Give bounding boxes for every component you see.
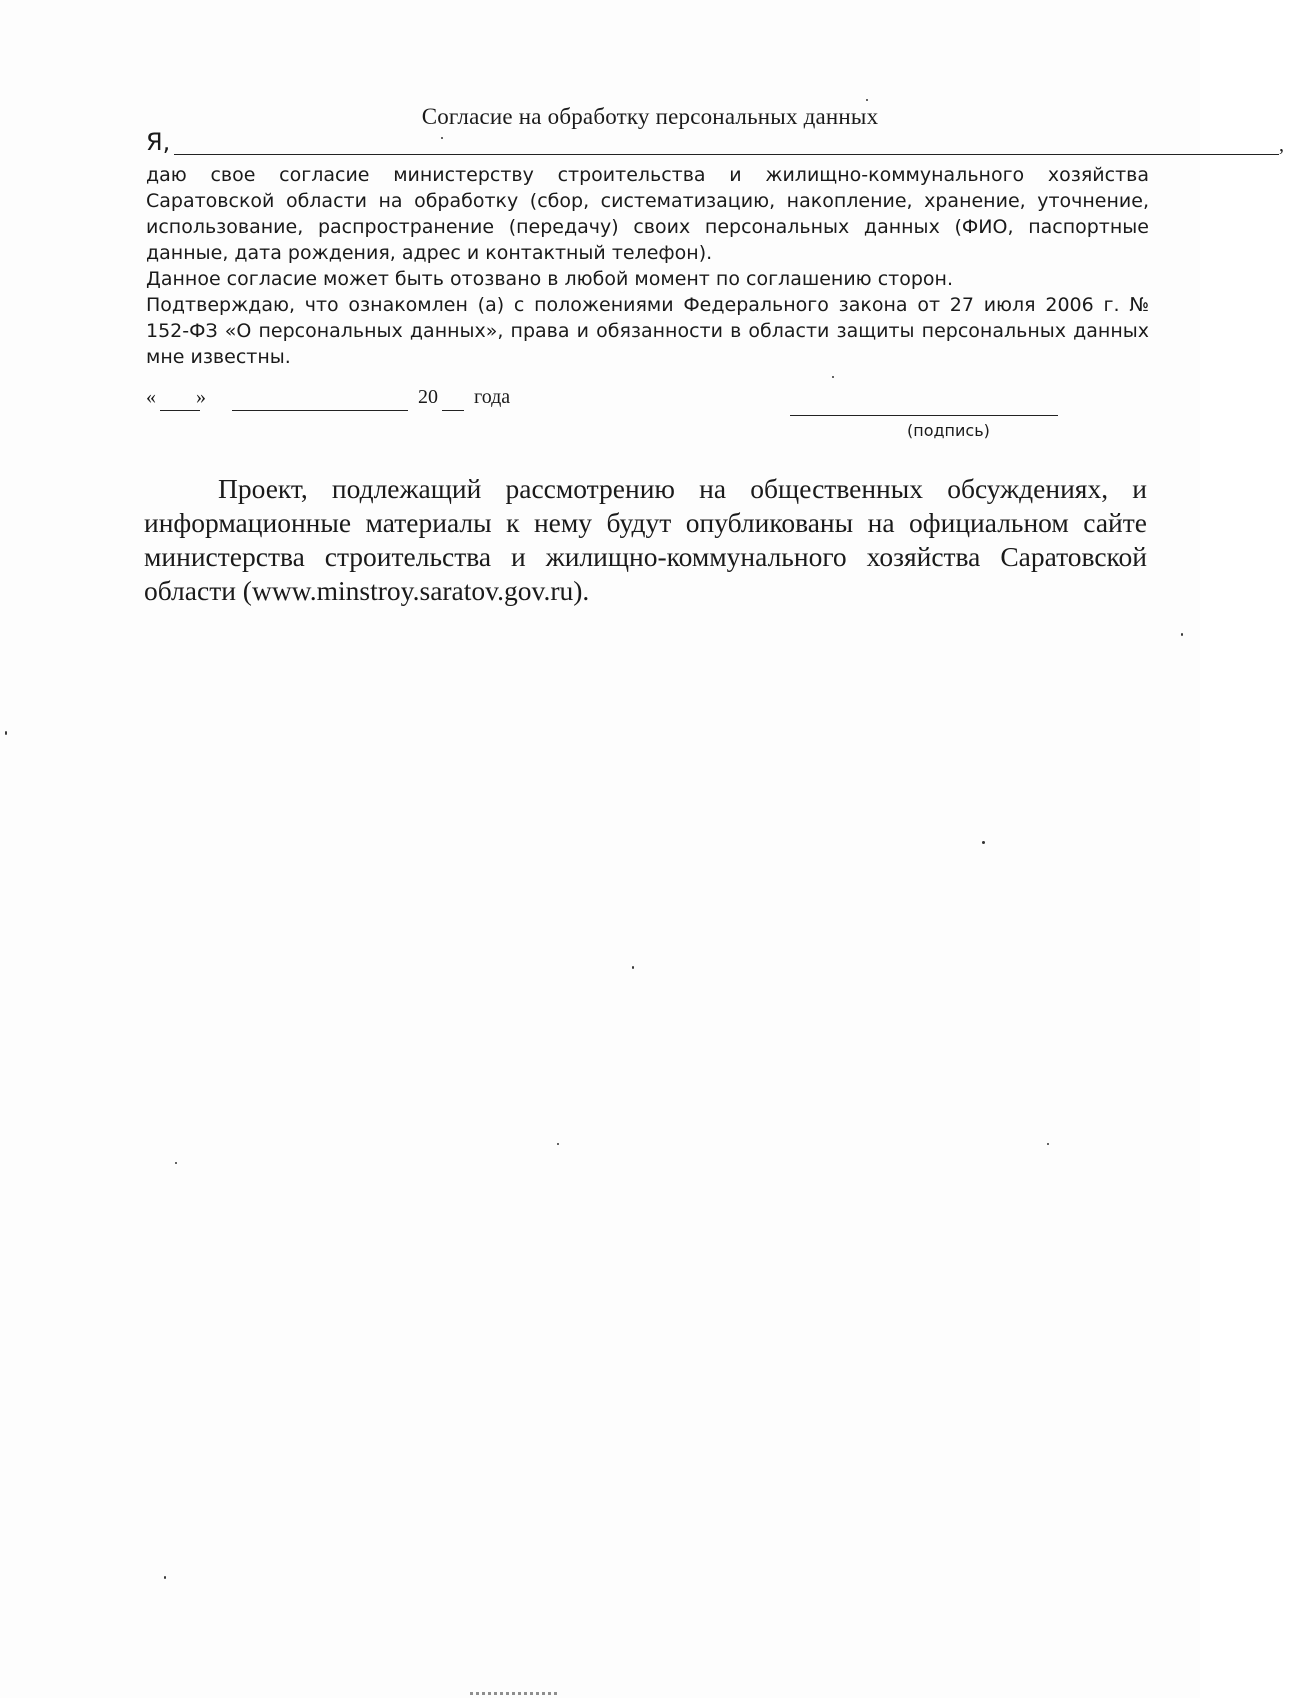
date-open-quote: « (146, 386, 156, 408)
date-year-suffix: года (474, 386, 511, 408)
scan-speck (557, 1143, 559, 1145)
signature-blank-rule (790, 415, 1058, 416)
scan-speck (866, 99, 868, 101)
scan-bottom-edge (470, 1692, 560, 1695)
scan-speck (5, 731, 7, 735)
consent-body (146, 162, 1149, 370)
project-notice (144, 472, 1147, 608)
name-blank-rule (174, 154, 1279, 155)
name-line-label: Я, (146, 128, 171, 156)
revocation-paragraph: Данное согласие может быть отозвано в любой момент по соглашению сторон. (146, 268, 953, 290)
date-year-blank (442, 410, 464, 411)
scan-speck (1047, 1143, 1049, 1145)
scan-speck (164, 1576, 166, 1579)
document-title-wrap (0, 104, 1300, 130)
scan-speck (1181, 633, 1183, 636)
project-paragraph: Проект, подлежащий рассмотрению на общественных обсуждениях, и информационные материалы к нему будут опубликованы на официальном сайте министерства строительства и жилищно-коммунального хозяйства Саратовской области (www.minstroy.saratov.gov.ru). (144, 473, 1147, 606)
date-month-blank (232, 410, 408, 411)
signature-label: (подпись) (907, 421, 990, 440)
confirmation-paragraph: Подтверждаю, что ознакомлен (а) с положениями Федерального закона от 27 июля 2006 г. № 152-ФЗ «О персональных данных», права и обязанности в области защиты персональных данных мне известны. (146, 294, 1149, 368)
name-line (146, 128, 1284, 158)
date-day-blank (160, 410, 200, 411)
scan-speck (632, 966, 634, 969)
name-line-comma: , (1279, 134, 1284, 156)
scan-speck (441, 137, 443, 139)
scan-speck (832, 376, 834, 378)
document-title: Согласие на обработку персональных данных (421, 104, 879, 129)
date-close-quote: » (196, 386, 206, 408)
consent-paragraph: даю свое согласие министерству строительства и жилищно-коммунального хозяйства Саратовской области на обработку (сбор, систематизацию, накопление, хранение, уточнение, использование, распространение (передачу) своих персональных данных (ФИО, паспортные данные, дата рождения, адрес и контактный телефон). (146, 164, 1149, 264)
scan-speck (982, 841, 985, 844)
date-line (146, 386, 666, 416)
date-year-prefix: 20 (418, 386, 438, 408)
scan-speck (175, 1162, 177, 1164)
